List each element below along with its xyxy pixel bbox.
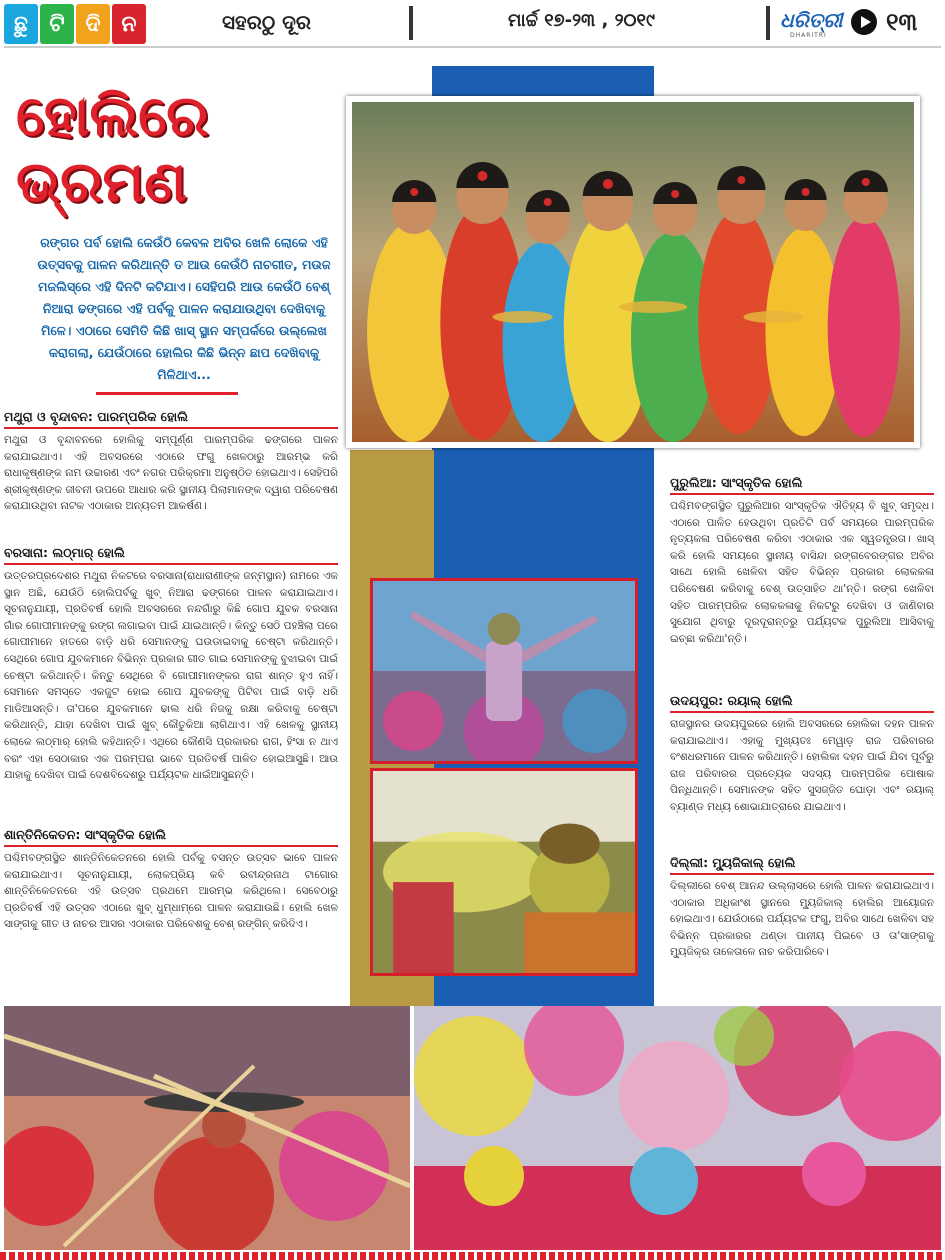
logo-tile-4: ନ <box>112 4 146 44</box>
lathmar-holi-photo <box>4 1006 410 1250</box>
holi-man-arms-photo <box>370 578 638 764</box>
header-rule <box>4 46 941 48</box>
sadhu-yellow-powder-photo <box>370 768 638 976</box>
intro-paragraph: ରଙ୍ଗର ପର୍ବ ହୋଲି କେଉଁଠି କେବଳ ଅବିର ଖେଳି ଲୋକେ ଏହି ଉତ୍ସବକୁ ପାଳନ କରିଥାନ୍ତି ତ ଆଉ କେଉଁଠି ନାଚଗୀତ, ମଉଜ ମଜଲିସ୍‌ରେ ଏହି ଦିନଟି କଟିଯାଏ। ସେହିପରି ଆଉ କେଉଁଠି ବେଶ୍ ନିଆରା ଢଙ୍ଗରେ ଏହି ପର୍ବକୁ ପାଳନ କରାଯାଉଥିବା ଦେଖିବାକୁ ମିଳେ। ଏଠାରେ ସେମିତି କିଛି ଖାସ୍ ସ୍ଥାନ ସମ୍ପର୍କରେ ଉଲ୍ଲେଖ କରାଗଲା, ଯେଉଁଠାରେ ହୋଲିର କିଛି ଭିନ୍ନ ଛାପ ଦେଖିବାକୁ ମିଳିଥାଏ... <box>37 235 331 382</box>
colour-powder-crowd-photo <box>414 1006 941 1250</box>
dancers-photo <box>346 96 920 448</box>
article-mathura <box>4 408 338 515</box>
header-divider <box>766 6 770 40</box>
logo-tile-3: ଦି <box>76 4 110 44</box>
article-shantiniketan <box>4 826 338 933</box>
headline-line-2: ଭ୍ରମଣ <box>16 150 187 215</box>
logo-tile-1: ଛୁ <box>4 4 38 44</box>
article-purulia <box>670 474 934 647</box>
article-body: ରାଜସ୍ଥାନର ଉଦୟପୁରରେ ହୋଲି ଅବସରରେ ହୋଲିକା ଦହନ ପାଳନ କରାଯାଇଥାଏ। ଏହାକୁ ମୁଖ୍ୟତଃ ମେୱାଡ଼ ରାଜ ପରିବାରର ବଂଶଧରମାନେ ପାଳନ କରିଥାନ୍ତି। ହୋଲିକା ଦହନ ପାଇଁ ଯିବା ପୂର୍ବରୁ ରାଜ ପରିବାରର ପ୍ରତ୍ୟେକ ସଦସ୍ୟ ପାରମ୍ପରିକ ପୋଷାକ ପିନ୍ଧିଥାନ୍ତି। ସେମାନଙ୍କ ସହିତ ସୁସଜ୍ଜିତ ଘୋଡ଼ା ଏବଂ ରୟାଲ୍ ବ୍ୟାଣ୍ଡ ମଧ୍ୟ ଶୋଭାଯାତ୍ରାରେ ଯାଇଥାଏ। <box>670 718 934 813</box>
article-body: ପଶ୍ଚିମବଙ୍ଗସ୍ଥିତ ପୁରୁଲିଆର ସାଂସ୍କୃତିକ ଐତିହ୍ୟ ବି ଖୁବ୍ ସମୃଦ୍ଧ। ଏଠାରେ ପାଳିତ ହେଉଥିବା ପ୍ରତିଟି ପର୍ବ ସମୟରେ ପାରମ୍ପରିକ ନୃତ୍ୟକଳା ପରିବେଷଣ କରିବା ଏଠାକାର ଏକ ସ୍ୱତନ୍ତ୍ରତା। ଖାସ୍ କରି ହୋଲି ସମୟରେ ସ୍ଥାନୀୟ ବାସିନ୍ଦା ରଙ୍ଗବେରଙ୍ଗର ଅବିର ସାଥେ ହୋଲି ଖେଳିବା ସହିତ ବିଭିନ୍ନ ପ୍ରକାର ଲୋକକଳା ପରିବେଷଣ କରିବାକୁ ବେଶ୍ ଉତ୍ସାହିତ ଥା'ନ୍ତି। ରଙ୍ଗ ଖେଳିବା ସହିତ ପାରମ୍ପରିକ ଲୋକକଳାକୁ ନିକଟରୁ ଦେଖିବା ଓ ଜାଣିବାର ସୁଯୋଗ ଥିବାରୁ ଦୂରଦୂରାନ୍ତରୁ ପର୍ଯ୍ୟଟକ ପୁରୁଲିଆ ଆସିବାକୁ ଇଚ୍ଛା କରିଥା'ନ୍ତି। <box>670 500 934 645</box>
article-body: ମଥୁରା ଓ ବୃନ୍ଦାବନରେ ହୋଲିକୁ ସମ୍ପୂର୍ଣ୍ଣ ପାରମ୍ପରିକ ଢଙ୍ଗରେ ପାଳନ କରାଯାଇଥାଏ। ଏହି ଅବସରରେ ଏଠାରେ ଫଗୁ ଖେଳଠାରୁ ଆରମ୍ଭ କରି ରାଧାକୃଷ୍ଣଙ୍କ ନାମ ଉଚ୍ଚାରଣ ଏବଂ ନଗର ପରିକ୍ରମା ଅନୁଷ୍ଠିତ ହୋଇଥାଏ। ସେହିପରି ଶ୍ରୀକୃଷ୍ଣଙ୍କ ଜୀବନୀ ଉପରେ ଆଧାର କରି ସ୍ଥାନୀୟ ପିଲାମାନଙ୍କ ଦ୍ୱାରା ପରିବେଷଣ କରାଯାଉଥିବା ନାଟକ ଏଠାକାର ଅନ୍ୟତମ ଆକର୍ଷଣ। <box>4 434 338 513</box>
brand-subtitle: DHARITRI <box>790 32 827 39</box>
article-title: ବରସାନା: ଲଠ୍‌ମାର୍ ହୋଲି <box>4 544 338 565</box>
article-title: ମଥୁରା ଓ ବୃନ୍ଦାବନ: ପାରମ୍ପରିକ ହୋଲି <box>4 408 338 429</box>
article-body: ଉତ୍ତରପ୍ରଦେଶର ମଥୁରା ନିକଟରେ ବରସାନା(ରାଧାରାଣୀଙ୍କ ଜନ୍ମସ୍ଥାନ) ନାମରେ ଏକ ସ୍ଥାନ ଅଛି, ଯେଉଁଠି ହୋଲିପର୍ବକୁ ଖୁବ୍ ନିଆରା ଢଙ୍ଗରେ ପାଳନ କରାଯାଇଥାଏ। ସୂଚନାନୁଯାୟୀ, ପ୍ରତିବର୍ଷ ହୋଲି ଅବସରରେ ନନ୍ଦଗାଁରୁ କିଛି ଗୋପ ଯୁବକ ବରସାନା ଗାଁର ଗୋପୀମାନଙ୍କୁ ରଙ୍ଗ ଲଗାଇବା ପାଇଁ ଯାଇଥାନ୍ତି। କିନ୍ତୁ ସେଠି ପହଞ୍ଚିଲା ପରେ ଗୋପୀମାନେ ହାତରେ ବାଡ଼ି ଧରି ସେମାନଙ୍କୁ ଘଉଡାଇବାକୁ ଚେଷ୍ଟା କରିଥାନ୍ତି। ସେଥିରେ ଗୋପ ଯୁବକମାନେ ବିଭିନ୍ନ ପ୍ରକାର ଗୀତ ଗାଇ ସେମାନଙ୍କୁ ବୁଝାଇବା ପାଇଁ ଚେଷ୍ଟା କରିଥାନ୍ତି। କିନ୍ତୁ ସେଥିରେ ବି ଗୋପୀମାନଙ୍କର ରାଗ ଶାନ୍ତ ହୁଏ ନାହିଁ। ସେମାନେ ସମସ୍ତେ ଏକଜୁଟ ହୋଇ ଗୋପ ଯୁବକଙ୍କୁ ପିଟିବା ପାଇଁ ବାଡ଼ି ଧରି ମାଡିଆସନ୍ତି। ତା'ପରେ ଯୁବକମାନେ ଢାଲ ଧରି ନିଜକୁ ରକ୍ଷା କରିବାକୁ ଚେଷ୍ଟା କରିଥାନ୍ତି, ଯାହା ଦେଖିବା ପାଇଁ ଖୁବ୍ କୌତୁକିଆ ଲାଗିଥାଏ। ଏହି ଖେଳକୁ ସ୍ଥାନୀୟ ଲୋକେ ଲଠ୍‌ମାର୍ ହୋଲି କହିଥାନ୍ତି। ଏଥିରେ କୌଣସି ପ୍ରକାରର ରାଗ, ହିଂସା ନ ଥାଏ ବରଂ ଏହା ସେଠାକାର ଏକ ପରମ୍ପରା ଭାବେ ପ୍ରତିବର୍ଷ ପାଳିତ ହୋଇଆସୁଛି। ଆଉ ଯାହାକୁ ଦେଖିବା ପାଇଁ ଦେଶବିଦେଶରୁ ପର୍ଯ୍ୟଟକ ଧାଇଁଆସୁଛନ୍ତି। <box>4 570 338 782</box>
article-udaipur <box>670 692 934 816</box>
article-delhi <box>670 854 934 961</box>
page-number: ୧୩ <box>886 8 918 36</box>
brand-logo: ଧରିତ୍ରୀ <box>780 8 843 32</box>
headline-line-1: ହୋଲିରେ <box>16 84 209 149</box>
logo-tile-2: ଟି <box>40 4 74 44</box>
section-logo <box>4 4 146 44</box>
article-barsana <box>4 544 338 784</box>
article-title: ପୁରୁଲିଆ: ସାଂସ୍କୃତିକ ହୋଲି <box>670 474 934 495</box>
article-title: ଉଦୟପୁର: ରୟାଲ୍ ହୋଲି <box>670 692 934 713</box>
headline <box>16 84 336 216</box>
header-divider <box>409 6 413 40</box>
section-name: ସହରଠୁ ଦୂର <box>222 10 312 34</box>
article-body: ପଶ୍ଚିମବଙ୍ଗସ୍ଥିତ ଶାନ୍ତିନିକେତନରେ ହୋଲି ପର୍ବକୁ ବସନ୍ତ ଉତ୍ସବ ଭାବେ ପାଳନ କରାଯାଇଥାଏ। ସୂଚନାନୁଯାୟୀ, ଲୋକପ୍ରିୟ କବି ରବୀନ୍ଦ୍ରନାଥ ଟାଗୋର ଶାନ୍ତିନିକେତନରେ ଏହି ଉତ୍ସବ ପ୍ରଥମେ ଆରମ୍ଭ କରିଥିଲେ। ସେବେଠାରୁ ପ୍ରତିବର୍ଷ ଏହି ଉତ୍ସବ ଏଠାରେ ଖୁବ୍ ଧୁମ୍‌ଧାମ୍‌ରେ ପାଳନ କରାଯାଉଛି। ହୋଲି ଖେଳ ସାଙ୍ଗକୁ ଗୀତ ଓ ନାଚର ଆସର ଏଠାକାର ପରିବେଶକୁ ବେଶ୍ ରଙ୍ଗିନ୍ କରିଦିଏ। <box>4 852 338 931</box>
issue-date: ମାର୍ଚ୍ଚ ୧୭-୨୩ , ୨୦୧୯ <box>508 10 655 31</box>
article-title: ଶାନ୍ତିନିକେତନ: ସାଂସ୍କୃତିକ ହୋଲି <box>4 826 338 847</box>
page-header <box>0 0 945 48</box>
article-title: ଦିଲ୍ଲୀ: ମ୍ୟୁଜିକାଲ୍ ହୋଲି <box>670 854 934 875</box>
footer-rule <box>0 1252 945 1260</box>
article-body: ଦିଲ୍ଲୀରେ ବେଶ୍ ଆନନ୍ଦ ଉଲ୍ଲାସରେ ହୋଲି ପାଳନ କରାଯାଇଥାଏ। ଏଠାକାର ଅଧିକାଂଶ ସ୍ଥାନରେ ମ୍ୟୁଜିକାଲ୍ ହୋଲିର ଆୟୋଜନ ହୋଇଥାଏ। ଯେଉଁଠାରେ ପର୍ଯ୍ୟଟକ ଫଗୁ, ଅବିର ସାଥେ ଖେଳିବା ସହ ବିଭିନ୍ନ ପ୍ରକାରର ଥଣ୍ଡା ପାନୀୟ ପିଇବେ ଓ ତା'ସାଙ୍ଗକୁ ମ୍ୟୁଜିକ୍‌ର ତାଳେତାଳେ ନାଚ କରିପାରିବେ। <box>670 880 934 959</box>
play-icon <box>851 9 877 35</box>
intro-underline <box>96 392 238 395</box>
